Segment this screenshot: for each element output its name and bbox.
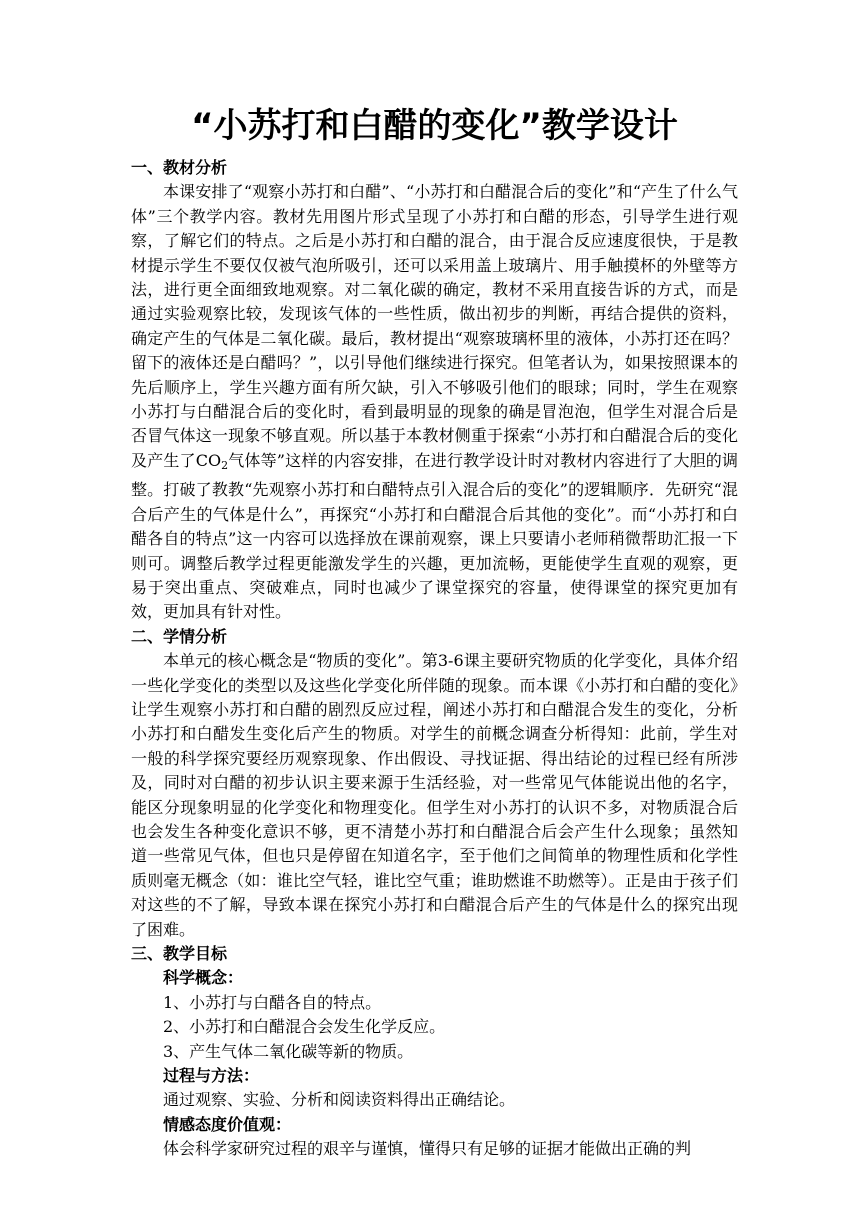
paragraph <box>131 180 738 624</box>
section-textbook-analysis <box>131 156 738 625</box>
co2-base: CO <box>195 450 222 470</box>
attitude-text: 体会科学家研究过程的艰辛与谨慎，懂得只有足够的证据才能做出正确的判 <box>163 1139 692 1159</box>
co2-subscript: 2 <box>221 458 229 472</box>
paragraph-text: 本课安排了“观察小苏打和白醋”、“小苏打和白醋混合后的变化”和“产生了什么气体”三个教学内容。教材先用图片形式呈现了小苏打和白醋的形态，引导学生进行观察，了解它们的特点。之后是小苏打和白醋的混合，由于混合反应速度很快，于是教材提示学生不要仅仅被气泡所吸引，还可以采用盖上玻璃片、用手触摸杯的外壁等方法，进行更全面细致地观察。对二氧化碳的确定，教材不采用直接告诉的方式，而是通过实验观察比较，发现该气体的一些性质，做出初步的判断，再结合提供的资料，确定产生的气体是二氧化碳。最后，教材提出“观察玻璃杯里的液体，小苏打还在吗？留下的液体还是白醋吗？”，以引导他们继续进行探究。但笔者认为，如果按照课本的先后顺序上，学生兴趣方面有所欠缺，引入不够吸引他们的眼球；同时，学生在观察小苏打与白醋混合后的变化时，看到最明显的现象的确是冒泡泡，但学生对混合后是否冒气体这一现象不够直观。所以基于本教材侧重于探索“小苏打和白醋混合后的变化及产生了 <box>131 182 738 470</box>
section-heading: 一、教材分析 <box>131 158 228 177</box>
concept-heading: 科学概念： <box>163 968 244 988</box>
paragraph: 本单元的核心概念是“物质的变化”。第3-6课主要研究物质的化学变化，具体介绍一些化学变化的类型以及这些化学变化所伴随的现象。而本课《小苏打和白醋的变化》让学生观察小苏打和白醋的剧烈反应过程，阐述小苏打和白醋混合发生的变化，分析小苏打和白醋发生变化后产生的物质。对学生的前概念调查分析得知：此前，学生对一般的科学探究要经历观察现象、作出假设、寻找证据、得出结论的过程已经有所涉及，同时对白醋的初步认识主要来源于生活经验，对一些常见气体能说出他的名字，能区分现象明显的化学变化和物理变化。但学生对小苏打的认识不多，对物质混合后也会发生各种变化意识不够，更不清楚小苏打和白醋混合后会产生什么现象；虽然知道一些常见气体，但也只是停留在知道名字，至于他们之间简单的物理性质和化学性质则毫无概念（如：谁比空气轻，谁比空气重；谁助燃谁不助燃等）。正是由于孩子们对这些的不了解，导致本课在探究小苏打和白醋混合后产生的气体是什么的探究出现了困难。 <box>131 651 738 939</box>
attitude-heading: 情感态度价值观： <box>163 1114 292 1134</box>
section-learner-analysis <box>131 625 738 942</box>
process-text: 通过观察、实验、分析和阅读资料得出正确结论。 <box>163 1090 516 1110</box>
section-heading: 三、教学目标 <box>131 944 228 963</box>
list-item: 1、小苏打与白醋各自的特点。 <box>163 992 382 1012</box>
co2-formula <box>196 451 228 470</box>
process-heading: 过程与方法： <box>163 1066 260 1086</box>
paragraph-text: 气体等”这样的内容安排，在进行教学设计时对教材内容进行了大胆的调整。打破了教教“先观察小苏打和白醋特点引入混合后的变化”的逻辑顺序．先研究“混合后产生的气体是什么”，再探究“小苏打和白醋混合后其他的变化”。而“小苏打和白醋各自的特点”这一内容可以选择放在课前观察，课上只要请小老师稍微帮助汇报一下则可。调整后教学过程更能激发学生的兴趣，更加流畅，更能使学生直观的观察，更易于突出重点、突破难点，同时也减少了课堂探究的容量，使得课堂的探究更加有效，更加具有针对性。 <box>131 450 738 622</box>
section-teaching-goals <box>131 942 738 1162</box>
list-item: 2、小苏打和白醋混合会发生化学反应。 <box>163 1017 446 1037</box>
list-item: 3、产生气体二氧化碳等新的物质。 <box>163 1041 414 1061</box>
document-title: “小苏打和白醋的变化”教学设计 <box>191 106 678 146</box>
section-heading: 二、学情分析 <box>131 626 228 646</box>
